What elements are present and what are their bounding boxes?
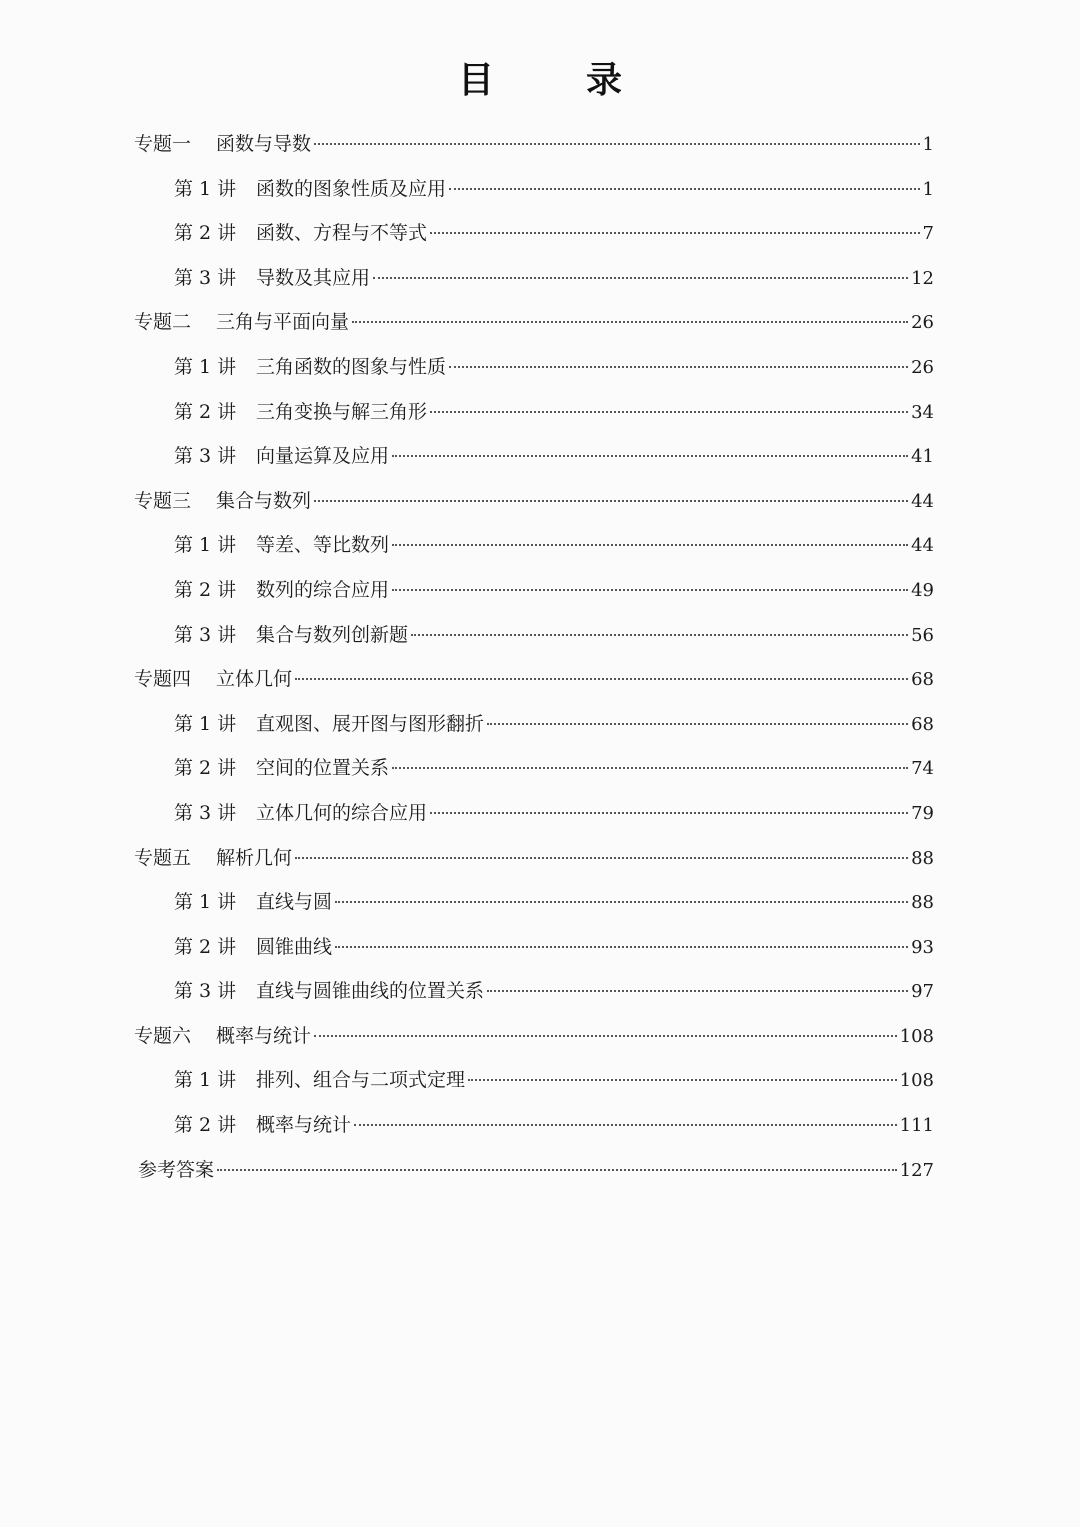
- dot-leader: [335, 946, 908, 948]
- toc-entry-label: [134, 746, 389, 791]
- page-number: 34: [911, 401, 934, 423]
- toc-entry-lecture[interactable]: [134, 523, 934, 568]
- toc-entry-label: [134, 880, 332, 925]
- page-number: 108: [899, 1070, 934, 1092]
- page-number: 88: [911, 847, 934, 869]
- dot-leader: [352, 321, 908, 323]
- lecture-number: 第 2 讲: [174, 222, 237, 245]
- toc-entry-label: [134, 836, 292, 881]
- toc-entry-topic[interactable]: [134, 1014, 934, 1059]
- table-of-contents: [134, 122, 934, 1192]
- lecture-title: 函数的图象性质及应用: [256, 177, 447, 200]
- page-number: 26: [911, 356, 934, 378]
- page-number: 74: [911, 758, 934, 780]
- toc-entry-lecture[interactable]: [134, 880, 934, 925]
- lecture-title: 概率与统计: [256, 1114, 352, 1137]
- dot-leader: [314, 1035, 897, 1037]
- dot-leader: [392, 589, 908, 591]
- lecture-number: 第 2 讲: [174, 1114, 237, 1137]
- toc-entry-lecture[interactable]: [134, 746, 934, 791]
- lecture-number: 第 3 讲: [174, 266, 237, 289]
- lecture-number: 第 3 讲: [174, 623, 237, 646]
- lecture-title: 三角变换与解三角形: [256, 400, 428, 423]
- topic-number: 专题一: [134, 133, 192, 155]
- lecture-title: 导数及其应用: [256, 266, 371, 289]
- lecture-title: 直线与圆: [256, 891, 333, 914]
- toc-entry-lecture[interactable]: [134, 969, 934, 1014]
- toc-entry-label: [134, 345, 446, 390]
- toc-entry-label: [134, 969, 484, 1014]
- page-number: 97: [911, 981, 934, 1003]
- dot-leader: [314, 500, 908, 502]
- lecture-number: 第 1 讲: [174, 712, 237, 735]
- lecture-title: 等差、等比数列: [256, 534, 390, 557]
- toc-entry-lecture[interactable]: [134, 167, 934, 212]
- lecture-number: 第 3 讲: [174, 445, 237, 468]
- toc-entry-lecture[interactable]: [134, 1103, 934, 1148]
- toc-entry-label: [134, 791, 427, 836]
- page-number: 108: [899, 1025, 934, 1047]
- dot-leader: [430, 232, 920, 234]
- lecture-title: 排列、组合与二项式定理: [256, 1069, 466, 1092]
- toc-entry-label: [134, 434, 389, 479]
- lecture-title: 直观图、展开图与图形翻折: [256, 712, 485, 735]
- page-number: 49: [911, 579, 934, 601]
- dot-leader: [354, 1124, 897, 1126]
- dot-leader: [295, 678, 908, 680]
- toc-entry-label: [134, 523, 389, 568]
- toc-entry-lecture[interactable]: [134, 390, 934, 435]
- page-number: 79: [911, 802, 934, 824]
- dot-leader: [373, 277, 908, 279]
- lecture-title: 向量运算及应用: [256, 445, 390, 468]
- toc-entry-lecture[interactable]: [134, 345, 934, 390]
- dot-leader: [449, 366, 908, 368]
- toc-entry-lecture[interactable]: [134, 702, 934, 747]
- topic-number: 专题二: [134, 311, 192, 334]
- lecture-number: 第 1 讲: [174, 891, 237, 914]
- toc-entry-lecture[interactable]: [134, 256, 934, 301]
- lecture-title: 直线与圆锥曲线的位置关系: [256, 980, 485, 1003]
- toc-entry-lecture[interactable]: [134, 613, 934, 658]
- toc-entry-label: [134, 211, 427, 256]
- dot-leader: [392, 544, 908, 546]
- page-number: 41: [911, 446, 934, 468]
- topic-title: 解析几何: [216, 846, 293, 869]
- topic-number: 专题六: [134, 1024, 192, 1047]
- topic-number: 专题三: [134, 489, 192, 512]
- toc-entry-label: [134, 1058, 465, 1103]
- page-number: 12: [911, 267, 934, 289]
- page-number: 93: [911, 936, 934, 958]
- toc-entry-label: [134, 167, 446, 212]
- lecture-number: 第 1 讲: [174, 177, 237, 200]
- lecture-title: 立体几何的综合应用: [256, 801, 428, 824]
- dot-leader: [487, 990, 908, 992]
- page-number: 56: [911, 624, 934, 646]
- toc-entry-lecture[interactable]: [134, 1058, 934, 1103]
- topic-title: 立体几何: [216, 668, 293, 691]
- toc-entry-label: [134, 925, 332, 970]
- lecture-title: 三角函数的图象与性质: [256, 355, 447, 378]
- dot-leader: [430, 812, 908, 814]
- toc-entry-label: [134, 613, 408, 658]
- toc-entry-label: [134, 702, 484, 747]
- dot-leader: [335, 901, 908, 903]
- lecture-number: 第 2 讲: [174, 757, 237, 780]
- topic-title: 集合与数列: [216, 489, 312, 512]
- toc-entry-label: [134, 122, 311, 167]
- lecture-number: 第 1 讲: [174, 355, 237, 378]
- lecture-title: 圆锥曲线: [256, 935, 333, 958]
- toc-entry-label: [134, 1014, 311, 1059]
- topic-title: 三角与平面向量: [216, 311, 350, 334]
- page-number: 44: [911, 490, 934, 512]
- lecture-title: 集合与数列创新题: [256, 623, 409, 646]
- toc-entry-lecture[interactable]: [134, 925, 934, 970]
- lecture-number: 第 1 讲: [174, 534, 237, 557]
- toc-entry-label: [134, 300, 349, 345]
- page-number: 127: [899, 1159, 934, 1181]
- toc-entry-lecture[interactable]: [134, 211, 934, 256]
- page-number: 1: [922, 178, 934, 200]
- answers-title: 参考答案: [138, 1158, 215, 1181]
- page-number: 7: [922, 223, 934, 245]
- lecture-title: 数列的综合应用: [256, 578, 390, 601]
- toc-entry-label: [134, 390, 427, 435]
- dot-leader: [392, 767, 908, 769]
- toc-entry-lecture[interactable]: [134, 791, 934, 836]
- page-number: 44: [911, 535, 934, 557]
- dot-leader: [314, 143, 920, 145]
- dot-leader: [449, 188, 920, 190]
- dot-leader: [217, 1169, 897, 1171]
- toc-entry-topic[interactable]: [134, 122, 934, 167]
- lecture-number: 第 2 讲: [174, 935, 237, 958]
- lecture-number: 第 2 讲: [174, 578, 237, 601]
- toc-entry-lecture[interactable]: [134, 434, 934, 479]
- page-number: 68: [911, 713, 934, 735]
- lecture-title: 空间的位置关系: [256, 757, 390, 780]
- toc-entry-label: [134, 568, 389, 613]
- page-number: 1: [922, 134, 934, 155]
- toc-entry-lecture[interactable]: [134, 568, 934, 613]
- page-title: 目 录: [457, 60, 650, 101]
- dot-leader: [430, 411, 908, 413]
- toc-entry-label: [134, 657, 292, 702]
- lecture-number: 第 3 讲: [174, 980, 237, 1003]
- dot-leader: [468, 1079, 897, 1081]
- toc-entry-answers[interactable]: [134, 1148, 934, 1193]
- page-number: 68: [911, 669, 934, 691]
- topic-number: 专题五: [134, 846, 192, 869]
- lecture-title: 函数、方程与不等式: [256, 222, 428, 245]
- lecture-number: 第 1 讲: [174, 1069, 237, 1092]
- toc-entry-label: [134, 1148, 214, 1193]
- page-number: 26: [911, 312, 934, 334]
- toc-entry-label: [134, 256, 370, 301]
- toc-entry-topic[interactable]: [134, 657, 934, 702]
- dot-leader: [411, 634, 908, 636]
- toc-entry-label: [134, 479, 311, 524]
- toc-entry-label: [134, 1103, 351, 1148]
- topic-title: 概率与统计: [216, 1024, 312, 1047]
- dot-leader: [392, 455, 908, 457]
- toc-entry-topic[interactable]: [134, 836, 934, 881]
- lecture-number: 第 3 讲: [174, 801, 237, 824]
- lecture-number: 第 2 讲: [174, 400, 237, 423]
- toc-entry-topic[interactable]: [134, 479, 934, 524]
- dot-leader: [295, 857, 908, 859]
- dot-leader: [487, 723, 908, 725]
- topic-number: 专题四: [134, 668, 192, 691]
- topic-title: 函数与导数: [216, 133, 312, 155]
- toc-entry-topic[interactable]: [134, 300, 934, 345]
- page-number: 111: [899, 1115, 934, 1137]
- page-number: 88: [911, 892, 934, 914]
